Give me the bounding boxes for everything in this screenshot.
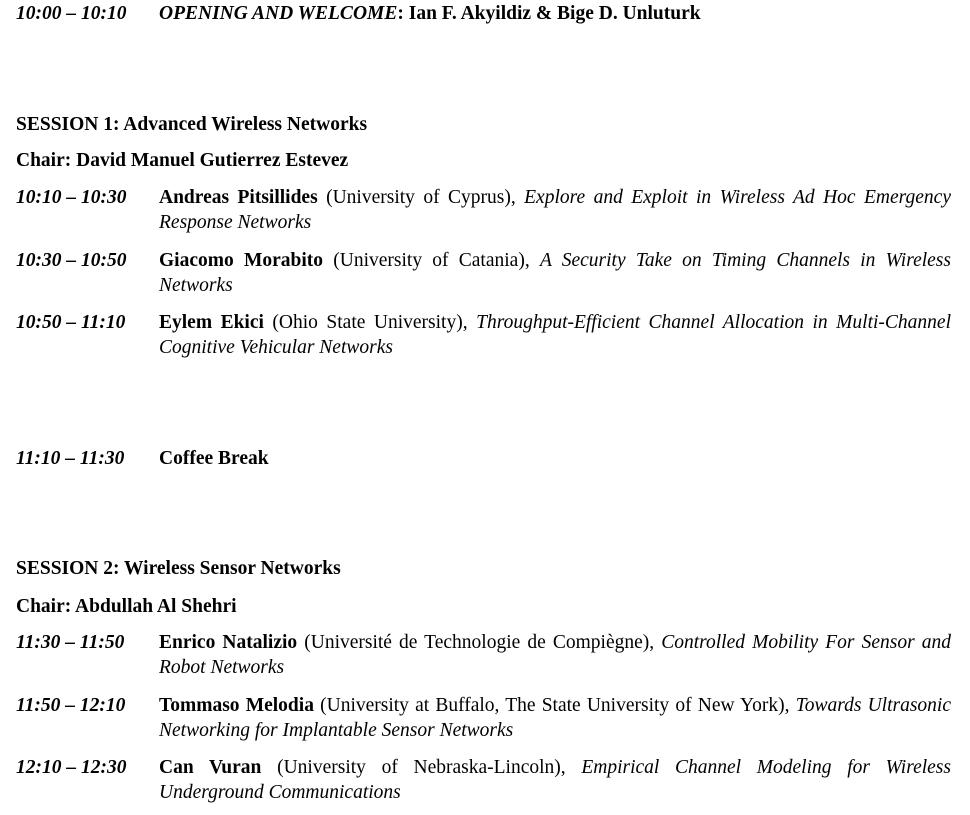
talk-speaker: Andreas Pitsillides: [159, 187, 318, 208]
talk-affiliation: (University of Catania),: [323, 250, 540, 271]
talk-title: Throughput-Efficient Channel Allocation in Multi-Channel Cognitive Vehicular Networks: [159, 312, 951, 358]
talk-title: Explore and Exploit in Wireless Ad Hoc Emergency Response Networks: [159, 187, 951, 233]
talk-time: 10:10 – 10:30: [16, 187, 127, 208]
talk-time: 10:50 – 11:10: [16, 312, 126, 333]
talk-time: 11:50 – 12:10: [16, 695, 126, 716]
session2-chair: Chair: Abdullah Al Shehri: [16, 596, 237, 617]
talk-text: [159, 311, 951, 360]
talk-time: 10:30 – 10:50: [16, 250, 127, 271]
talk-text: [159, 756, 951, 805]
talk-title: Controlled Mobility For Sensor and Robot Networks: [159, 632, 951, 678]
opening-text: [159, 2, 701, 26]
talk-affiliation: (University at Buffalo, The State University of New York),: [313, 695, 796, 716]
talk-title: Empirical Channel Modeling for Wireless Underground Communications: [159, 757, 951, 803]
talk-text: [159, 249, 951, 298]
opening-time: 10:00 – 10:10: [16, 3, 127, 24]
talk-affiliation: (University of Cyprus),: [317, 187, 525, 208]
talk-affiliation: (Ohio State University),: [263, 312, 477, 333]
talk-title: A Security Take on Timing Channels in Wireless Networks: [159, 250, 951, 296]
session1-chair: Chair: David Manuel Gutierrez Estevez: [16, 150, 349, 171]
talk-speaker: Can Vuran: [159, 757, 262, 778]
session2-title: SESSION 2: Wireless Sensor Networks: [16, 558, 341, 579]
coffee-time: 11:10 – 11:30: [16, 448, 125, 469]
talk-text: [159, 694, 951, 743]
talk-time: 11:30 – 11:50: [16, 632, 125, 653]
talk-affiliation: (Université de Technologie de Compiègne),: [297, 632, 662, 653]
talk-text: [159, 631, 951, 680]
talk-speaker: Tommaso Melodia: [159, 695, 314, 716]
opening-title: OPENING AND WELCOME: [159, 3, 398, 24]
talk-speaker: Eylem Ekici: [159, 312, 264, 333]
talk-speaker: Enrico Natalizio: [159, 632, 298, 653]
session1-title: SESSION 1: Advanced Wireless Networks: [16, 114, 368, 135]
talk-text: [159, 186, 951, 235]
talk-title: Towards Ultrasonic Networking for Implantable Sensor Networks: [159, 695, 951, 741]
opening-speakers: Ian F. Akyildiz & Bige D. Unluturk: [408, 3, 701, 24]
opening-colon: :: [397, 3, 404, 24]
talk-speaker: Giacomo Morabito: [159, 250, 324, 271]
coffee-label: Coffee Break: [159, 448, 269, 469]
talk-time: 12:10 – 12:30: [16, 757, 127, 778]
talk-affiliation: (University of Nebraska-Lincoln),: [261, 757, 582, 778]
